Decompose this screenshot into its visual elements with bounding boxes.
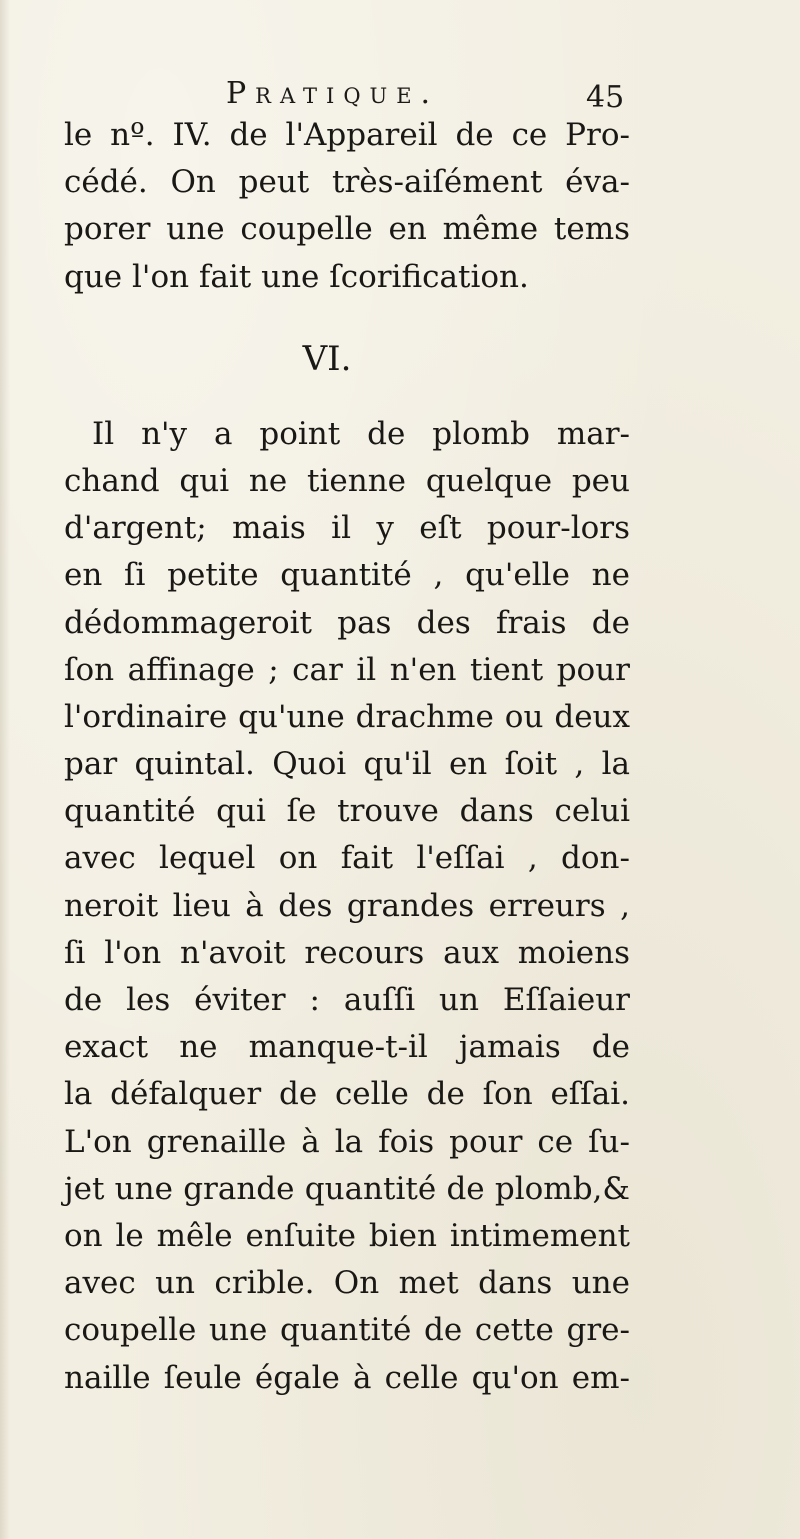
text-line: naille ſeule égale à celle qu'on em- xyxy=(64,1359,630,1396)
text-line: quantité qui ſe trouve dans celui xyxy=(64,793,630,830)
text-line: L'on grenaille à la fois pour ce ſu- xyxy=(64,1123,630,1160)
text-line: dédommageroit pas des frais de xyxy=(64,604,630,641)
text-line: neroit lieu à des grandes erreurs , xyxy=(64,887,630,924)
text-line: cédé. On peut très-aiſément éva- xyxy=(64,164,630,201)
text-line: avec lequel on fait l'eſſai , don- xyxy=(64,840,630,877)
text-line: le nº. IV. de l'Appareil de ce Pro- xyxy=(64,117,630,153)
paragraph-main xyxy=(64,411,630,1402)
page-text xyxy=(64,112,630,1402)
text-line: Il n'y a point de plomb mar- xyxy=(92,415,630,452)
text-line: la défalquer de celle de ſon eſſai. xyxy=(64,1076,630,1113)
text-line: en ſi petite quantité , qu'elle ne xyxy=(64,557,630,594)
paragraph-continued xyxy=(64,112,630,301)
text-line: que l'on fait une ſcorification. xyxy=(64,258,529,295)
text-line: ſon affinage ; car il n'en tient pour xyxy=(64,651,630,688)
text-line: avec un crible. On met dans une xyxy=(64,1265,630,1302)
page-gutter-shadow xyxy=(0,0,10,1539)
running-title: Pratique. xyxy=(226,76,440,111)
text-line: chand qui ne tienne quelque peu xyxy=(64,462,630,499)
text-line: d'argent; mais il y eſt pour-lors xyxy=(64,510,630,547)
text-line: porer une coupelle en même tems xyxy=(64,211,630,248)
text-line: exact ne manque-t-il jamais de xyxy=(64,1029,630,1066)
text-line: de les éviter : auſſi un Eſſaieur xyxy=(64,982,630,1018)
text-line: jet une grande quantité de plomb,& xyxy=(64,1170,630,1207)
page-number: 45 xyxy=(586,80,625,115)
text-line: l'ordinaire qu'une drachme ou deux xyxy=(64,698,630,735)
section-heading: VI. xyxy=(302,338,352,379)
running-head xyxy=(66,74,666,114)
text-line: coupelle une quantité de cette gre- xyxy=(64,1312,630,1349)
text-line: on le mêle enſuite bien intimement xyxy=(64,1217,630,1254)
text-line: ſi l'on n'avoit recours aux moiens xyxy=(64,934,630,971)
text-line: par quintal. Quoi qu'il en ſoit , la xyxy=(64,746,630,783)
